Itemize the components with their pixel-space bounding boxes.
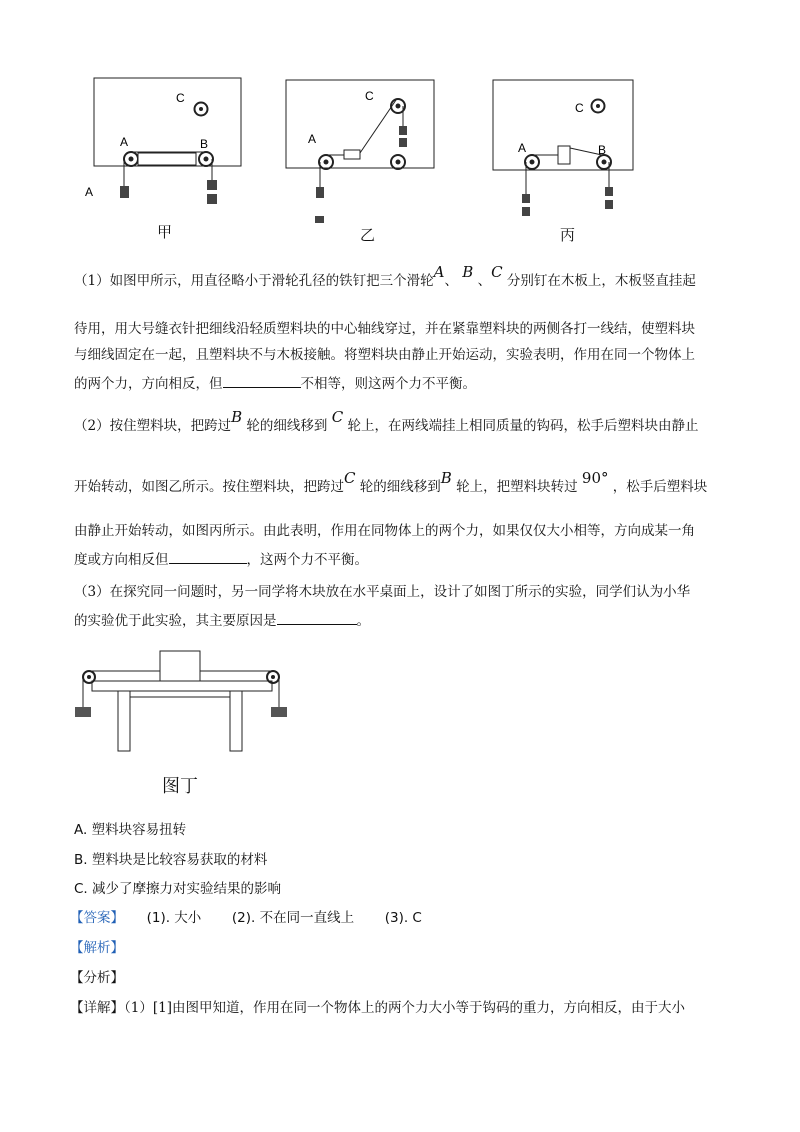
figure-jia: [78, 72, 248, 212]
weight: [605, 200, 613, 209]
weight: [605, 187, 613, 196]
figure-bing: [490, 76, 640, 226]
weight: [522, 207, 530, 216]
detail-text: （1）[1]由图甲知道，作用在同一个物体上的两个力大小等于钩码的重力，方向相反，由于大小: [124, 1000, 685, 1016]
q2-line-4: 度或方向相反但 ，这两个力不平衡。: [74, 549, 368, 569]
answer-tag: 【答案】: [70, 910, 124, 926]
pulley-left: [83, 671, 95, 683]
wood-block: [160, 651, 200, 681]
q3-line-1: （3）在探究同一问题时，另一同学将木块放在水平桌面上，设计了如图丁所示的实验，同学们认为小华: [74, 584, 691, 600]
caption-bing: 丙: [560, 226, 576, 244]
pulley-c: [195, 103, 208, 116]
option-a[interactable]: A. 塑料块容易扭转: [74, 822, 187, 838]
weight: [207, 180, 217, 190]
q1-line-4: 的两个力，方向相反，但 不相等，则这两个力不平衡。: [74, 373, 476, 393]
q2-line-2: 开始转动，如图乙所示。按住塑料块，把跨过C 轮的细线移到B 轮上，把塑料块转过 90° ，松手后塑料块: [74, 469, 708, 495]
weight: [399, 126, 407, 135]
weight: [271, 707, 287, 717]
answer-row: [70, 906, 422, 926]
pulley-a: [525, 155, 539, 169]
plastic-block: [138, 153, 196, 165]
q1-line-3: 与细线固定在一起，且塑料块不与木板接触。将塑料块由静止开始运动，实验表明，作用在同一个物体上: [74, 347, 695, 363]
pulley-a: [124, 152, 138, 166]
caption-ding: 图丁: [162, 776, 198, 797]
detail-tag: 【详解】: [70, 1000, 124, 1016]
option-c[interactable]: C. 减少了摩擦力对实验结果的影响: [74, 881, 282, 897]
weight: [207, 194, 217, 204]
weight: [399, 138, 407, 147]
q1-line-2: 待用，用大号缝衣针把细线沿轻质塑料块的中心轴线穿过，并在紧靠塑料块的两侧各打一线结，使塑料块: [74, 321, 695, 337]
weight: [522, 194, 530, 203]
pulley-b: [391, 155, 405, 169]
answer-1: (1). 大小: [146, 910, 202, 926]
blank-3[interactable]: [277, 610, 357, 625]
label-b: B: [598, 143, 607, 157]
blank-2[interactable]: [169, 549, 247, 564]
weight: [75, 707, 91, 717]
pulley-right: [267, 671, 279, 683]
label-a: A: [120, 135, 129, 149]
label-b: B: [200, 137, 209, 151]
label-c: C: [575, 101, 584, 115]
q1-line-1: （1）如图甲所示，用直径略小于滑轮孔径的铁钉把三个滑轮A、 B 、C 分别钉在木板上，木板竖直挂起: [74, 263, 696, 289]
table-top: [92, 681, 272, 691]
fenxi-tag: 【分析】: [70, 970, 124, 986]
weight: [316, 187, 324, 198]
pulley-b: [199, 152, 213, 166]
answer-3: (3). C: [384, 910, 422, 926]
plastic-block: [344, 150, 360, 159]
caption-jia: 甲: [157, 223, 173, 241]
weight: [120, 186, 129, 198]
label-c: C: [365, 89, 374, 103]
answer-2: (2). 不在同一直线上: [231, 910, 355, 926]
plastic-block: [558, 146, 570, 164]
label-c: C: [176, 91, 185, 105]
label-side-a: A: [85, 185, 94, 199]
q2-line-1: （2）按住塑料块，把跨过B 轮的细线移到 C 轮上，在两线端挂上相同质量的钩码，松手后塑料块由静止: [74, 408, 699, 434]
caption-yi: 乙: [360, 226, 376, 244]
pulley-a: [319, 155, 333, 169]
figure-ding: [70, 645, 300, 755]
detail-row: [70, 996, 685, 1016]
label-a: A: [518, 141, 527, 155]
pulley-c: [592, 100, 605, 113]
q3-line-2: 的实验优于此实验，其主要原因是 。: [74, 610, 370, 630]
q2-line-3: 由静止开始转动，如图丙所示。由此表明，作用在同物体上的两个力，如果仅仅大小相等，方向成某一角: [74, 523, 695, 539]
jiexi-tag: 【解析】: [70, 940, 124, 956]
blank-1[interactable]: [223, 373, 301, 388]
label-a: A: [308, 132, 317, 146]
weight: [315, 216, 324, 223]
option-b[interactable]: B. 塑料块是比较容易获取的材料: [74, 852, 268, 868]
figure-yi: [282, 76, 442, 226]
